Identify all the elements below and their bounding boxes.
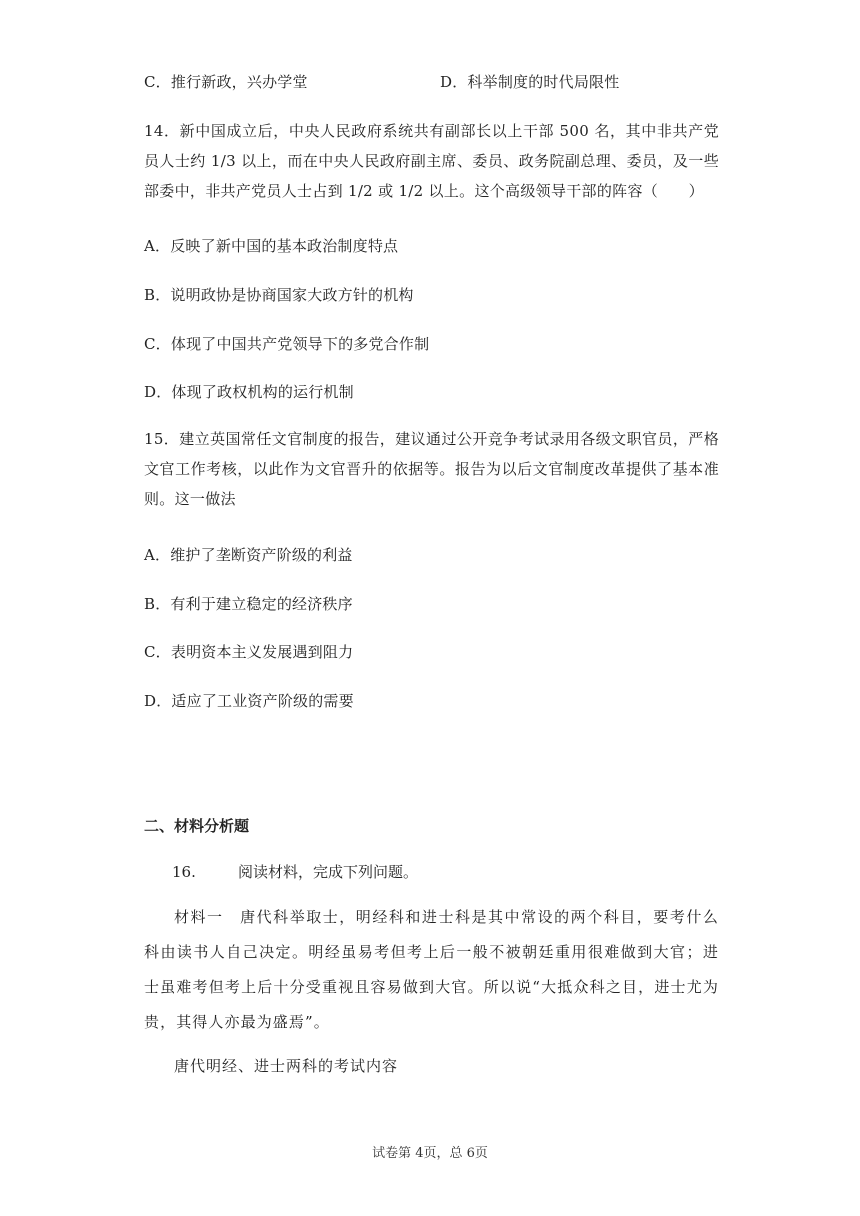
q13-option-d: D．科举制度的时代局限性 xyxy=(440,73,620,91)
q15-option-a: A．维护了垄断资产阶级的利益 xyxy=(144,546,353,564)
q15-option-c: C．表明资本主义发展遇到阻力 xyxy=(144,643,354,661)
q16-material-1: 材料一 唐代科举取士，明经科和进士科是其中常设的两个科目，要考什么科由读书人自己决定。明经虽易考但考上后一般不被朝廷重用很难做到大官；进士虽难考但考上后十分受重视且容易做到大官。所以说“大抵众科之目，进士尤为贵，其得人亦最为盛焉”。 xyxy=(144,908,719,1031)
q16-table-heading: 唐代明经、进士两科的考试内容 xyxy=(174,1057,399,1075)
q14-option-c: C．体现了中国共产党领导下的多党合作制 xyxy=(144,335,430,353)
q14-option-d: D．体现了政权机构的运行机制 xyxy=(144,383,354,401)
q13-option-c: C．推行新政，兴办学堂 xyxy=(144,73,308,91)
q16-number: 16. xyxy=(172,863,196,881)
q15-option-d: D．适应了工业资产阶级的需要 xyxy=(144,692,354,710)
q15-stem: 15．建立英国常任文官制度的报告，建议通过公开竞争考试录用各级文职官员，严格文官工作考核，以此作为文官晋升的依据等。报告为以后文官制度改革提供了基本准则。这一做法 xyxy=(144,430,719,508)
q14-option-a: A．反映了新中国的基本政治制度特点 xyxy=(144,237,399,255)
q14-stem: 14．新中国成立后，中央人民政府系统共有副部长以上干部 500 名，其中非共产党员人士约 1/3 以上，而在中央人民政府副主席、委员、政务院副总理、委员，及一些部委中，非共产党员人士占到 1/2 或 1/2 以上。这个高级领导干部的阵容（ ） xyxy=(144,122,719,200)
page-footer: 试卷第 4页，总 6页 xyxy=(372,1146,488,1161)
q15-option-b: B．有利于建立稳定的经济秩序 xyxy=(144,595,353,613)
q16-instruction: 阅读材料，完成下列问题。 xyxy=(238,863,419,881)
section-title: 二、材料分析题 xyxy=(144,817,250,835)
q14-option-b: B．说明政协是协商国家大政方针的机构 xyxy=(144,286,414,304)
